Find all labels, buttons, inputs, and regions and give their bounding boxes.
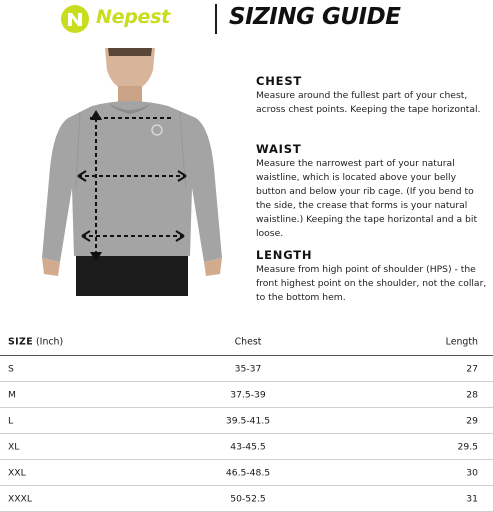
header — [0, 0, 493, 40]
page-title: SIZING GUIDE — [229, 4, 401, 30]
waist-description: Measure the narrowest part of your natural waistline, which is located above your belly button and below your rib cage. (If you bend to the side, the crease that forms is your natural waistline.) Keeping the tape horizontal and a bit loose. — [256, 158, 478, 239]
size-cell: M — [8, 389, 16, 400]
size-table — [0, 328, 493, 512]
size-cell: S — [8, 363, 14, 374]
chest-cell: 43-45.5 — [230, 441, 266, 452]
table-row — [0, 356, 493, 382]
length-cell: 27 — [466, 363, 478, 374]
chest-description: Measure around the fullest part of your chest, across chest points. Keeping the tape horizontal. — [256, 90, 481, 115]
table-row — [0, 460, 493, 486]
size-cell: XL — [8, 441, 20, 452]
size-cell: XXL — [8, 467, 26, 478]
chest-cell: 37.5-39 — [230, 389, 266, 400]
nepest-logo-icon — [60, 4, 90, 34]
length-cell: 29 — [466, 415, 478, 426]
length-section — [256, 248, 488, 305]
chest-title: CHEST — [256, 74, 303, 88]
size-cell: XXXL — [8, 493, 33, 504]
table-row — [0, 434, 493, 460]
size-cell: L — [8, 415, 14, 426]
model-shirt-illustration — [20, 48, 230, 310]
length-cell: 28 — [466, 389, 478, 400]
length-cell: 31 — [466, 493, 478, 504]
length-cell: 30 — [466, 467, 478, 478]
waist-section — [256, 142, 488, 241]
header-size: SIZE (Inch) — [8, 336, 64, 347]
length-cell: 29.5 — [457, 441, 478, 452]
chest-cell: 35-37 — [234, 363, 262, 374]
length-description: Measure from high point of shoulder (HPS) - the front highest point on the shoulder, not the collar, to the bottom hem. — [256, 264, 487, 303]
header-chest: Chest — [234, 336, 262, 347]
chest-cell: 46.5-48.5 — [225, 467, 271, 478]
header-length: Length — [445, 336, 478, 347]
header-divider — [215, 4, 217, 34]
chest-section — [256, 74, 488, 117]
chest-cell: 39.5-41.5 — [225, 415, 271, 426]
length-title: LENGTH — [256, 248, 313, 262]
table-row — [0, 486, 493, 512]
table-row — [0, 408, 493, 434]
table-row — [0, 382, 493, 408]
chest-cell: 50-52.5 — [230, 493, 266, 504]
waist-title: WAIST — [256, 142, 302, 156]
table-header-row — [0, 328, 493, 356]
brand-name: Nepest — [96, 6, 170, 28]
